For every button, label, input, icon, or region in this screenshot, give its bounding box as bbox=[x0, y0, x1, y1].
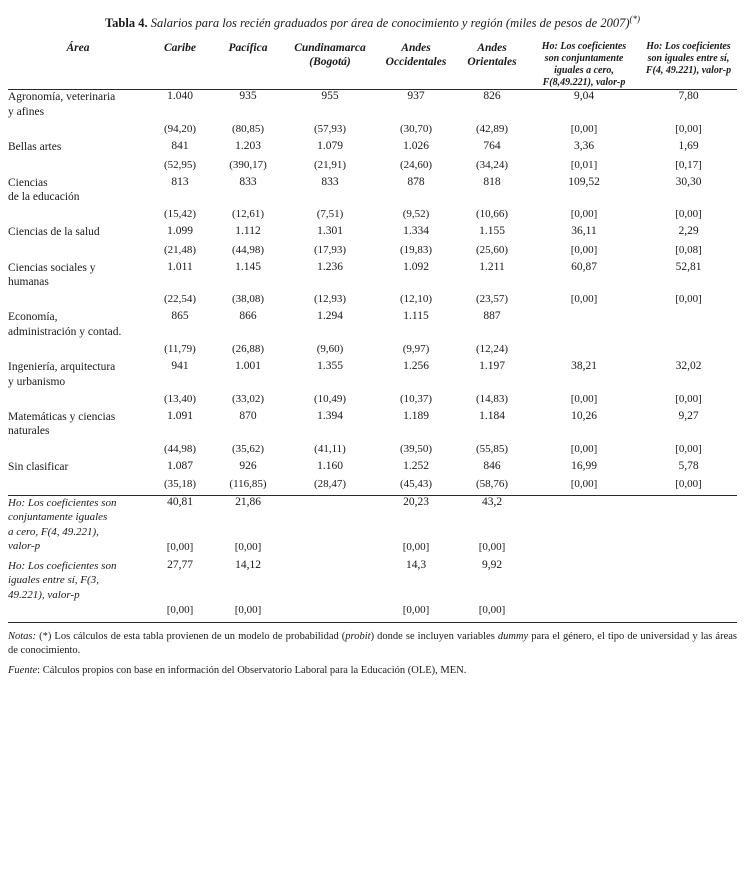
cell-test-cero bbox=[528, 310, 640, 339]
cell-andes-occidentales-se: (39,50) bbox=[399, 442, 433, 455]
table-caption bbox=[8, 14, 737, 31]
cell-caribe: 1.091 bbox=[167, 409, 193, 422]
row-area-label: Agronomía, veterinaria y afines bbox=[8, 90, 148, 119]
cell-test-iguales: 7,80 bbox=[640, 90, 737, 119]
footer-cell-test-cero-p bbox=[528, 539, 640, 559]
cell-andes-occidentales-se: (9,97) bbox=[402, 343, 430, 356]
table-caption-label: Tabla 4. bbox=[104, 16, 148, 31]
table-row-stderr bbox=[8, 289, 737, 310]
cell-test-cero-p: [0,00] bbox=[570, 123, 598, 136]
cell-caribe: 1.011 bbox=[167, 260, 193, 273]
footer-cell-test-iguales-p bbox=[640, 539, 737, 559]
cell-andes-occidentales: 1.334 bbox=[403, 225, 429, 238]
cell-cundinamarca-se: (17,93) bbox=[313, 243, 347, 256]
cell-test-cero: 16,99 bbox=[571, 459, 597, 472]
cell-caribe-se: (94,20) bbox=[163, 123, 197, 136]
cell-test-iguales-p: [0,00] bbox=[675, 392, 702, 405]
footer-cell-test-iguales bbox=[640, 496, 737, 539]
cell-test-iguales: 2,29 bbox=[678, 225, 699, 238]
cell-test-iguales bbox=[640, 310, 737, 339]
cell-test-iguales: 5,78 bbox=[678, 459, 699, 472]
cell-andes-orientales-se: (34,24) bbox=[475, 158, 509, 171]
table-caption-superscript: (*) bbox=[629, 14, 640, 24]
row-area-label-empty bbox=[8, 439, 148, 460]
cell-andes-occidentales: 1.115 bbox=[403, 310, 429, 323]
cell-test-cero: 9,04 bbox=[528, 90, 640, 119]
column-header-andes-orientales: Andes Orientales bbox=[467, 42, 517, 69]
cell-andes-orientales-se: (10,66) bbox=[475, 208, 509, 221]
footer-test-label: Ho: Los coeficientes son conjuntamente iguales a cero, F(4, 49.221), bbox=[8, 496, 148, 539]
cell-test-iguales-p bbox=[640, 339, 737, 360]
row-area-label: Ciencias de la educación bbox=[8, 176, 80, 203]
footer-test-row-pvalues bbox=[8, 602, 737, 623]
footer-cell-andes-occidentales: 20,23 bbox=[376, 496, 456, 539]
cell-andes-occidentales-se: (12,10) bbox=[399, 293, 433, 306]
table-row bbox=[8, 410, 737, 439]
cell-cundinamarca-se: (41,11) bbox=[314, 442, 346, 455]
cell-test-cero: 3,36 bbox=[573, 140, 595, 153]
table-row bbox=[8, 460, 737, 474]
cell-caribe-se: (52,95) bbox=[163, 158, 197, 171]
cell-andes-orientales-se: (55,85) bbox=[475, 442, 509, 455]
row-area-label-empty bbox=[8, 240, 148, 261]
cell-pacifica: 833 bbox=[239, 175, 257, 188]
cell-test-iguales: 1,69 bbox=[678, 140, 699, 153]
table-row-stderr bbox=[8, 204, 737, 225]
row-area-label: Ciencias de la salud bbox=[8, 226, 100, 239]
footer-cell-cundinamarca-p bbox=[284, 539, 376, 559]
cell-andes-occidentales-se: (10,37) bbox=[399, 392, 433, 405]
cell-cundinamarca: 1.160 bbox=[317, 459, 343, 472]
cell-andes-occidentales: 1.256 bbox=[403, 360, 429, 373]
cell-andes-occidentales-se: (24,60) bbox=[399, 158, 433, 171]
row-area-label-empty bbox=[8, 289, 148, 310]
cell-cundinamarca: 1.236 bbox=[317, 260, 343, 273]
cell-pacifica-se: (390,17) bbox=[229, 158, 267, 171]
cell-test-iguales: 32,02 bbox=[675, 360, 702, 373]
table-row bbox=[8, 140, 737, 154]
cell-caribe-se: (22,54) bbox=[163, 293, 197, 306]
note-italic-dummy: dummy bbox=[497, 630, 529, 642]
row-area-label: Ciencias sociales y humanas bbox=[8, 261, 96, 289]
table-row-stderr bbox=[8, 389, 737, 410]
cell-cundinamarca: 1.301 bbox=[317, 225, 343, 238]
cell-pacifica-se: (33,02) bbox=[231, 392, 265, 405]
cell-pacifica-se: (80,85) bbox=[231, 123, 265, 136]
row-area-label: Bellas artes bbox=[8, 141, 62, 154]
cell-pacifica: 1.112 bbox=[235, 225, 261, 238]
table-row-stderr bbox=[8, 339, 737, 360]
footer-cell-cundinamarca-p bbox=[284, 602, 376, 623]
column-header-test-iguales: Ho: Los coeficientes son iguales entre sí, F(4, 49.221), valor-p bbox=[645, 41, 732, 77]
footer-test-label-cont: valor-p bbox=[8, 539, 41, 552]
footer-test-row bbox=[8, 496, 737, 539]
cell-pacifica: 870 bbox=[239, 409, 257, 422]
row-area-label-empty bbox=[8, 119, 148, 140]
footer-test-label-cont bbox=[8, 602, 148, 623]
table-caption-title: Salarios para los recién graduados por área de conocimiento y región (miles de pesos de 2007) bbox=[150, 16, 630, 31]
cell-test-iguales: 30,30 bbox=[675, 175, 702, 188]
row-area-label: Matemáticas y ciencias naturales bbox=[8, 410, 116, 438]
cell-pacifica: 1.203 bbox=[235, 140, 261, 153]
cell-caribe-se: (21,48) bbox=[163, 243, 197, 256]
footer-cell-cundinamarca bbox=[284, 559, 376, 602]
footer-cell-andes-occidentales-p: [0,00] bbox=[402, 540, 430, 553]
footer-cell-cundinamarca bbox=[284, 496, 376, 539]
cell-caribe-se: (44,98) bbox=[163, 442, 197, 455]
cell-caribe: 813 bbox=[171, 175, 189, 188]
footer-cell-andes-orientales: 43,2 bbox=[456, 496, 528, 539]
cell-cundinamarca-se: (12,93) bbox=[313, 293, 347, 306]
cell-pacifica-se: (12,61) bbox=[231, 208, 265, 221]
note-text-2: ) donde se incluyen variables bbox=[370, 630, 498, 642]
cell-andes-occidentales: 1.189 bbox=[403, 409, 429, 422]
cell-cundinamarca-se: (28,47) bbox=[313, 478, 347, 491]
cell-cundinamarca-se: (57,93) bbox=[313, 123, 347, 136]
cell-andes-orientales: 887 bbox=[483, 310, 501, 323]
cell-test-cero: 10,26 bbox=[571, 409, 597, 422]
cell-cundinamarca: 1.355 bbox=[317, 360, 343, 373]
footer-test-label: Ho: Los coeficientes son iguales entre sí, F(3, 49.221), valor-p bbox=[8, 559, 117, 601]
cell-test-iguales-p: [0,17] bbox=[675, 158, 702, 171]
footer-cell-andes-occidentales: 14,3 bbox=[405, 558, 427, 571]
cell-test-cero-p: [0,00] bbox=[570, 293, 598, 306]
note-text-3: para el género, el tipo de universidad y las áreas de conocimiento. bbox=[8, 630, 737, 656]
source-text: : Cálculos propios con base en información del Observatorio Laboral para la Educación (OLE), MEN. bbox=[37, 665, 467, 677]
column-header-cundinamarca: Cundinamarca (Bogotá) bbox=[294, 42, 366, 69]
table-row-stderr bbox=[8, 240, 737, 261]
table-row-stderr bbox=[8, 474, 737, 496]
cell-andes-occidentales: 1.092 bbox=[403, 260, 429, 273]
table-row bbox=[8, 310, 737, 339]
footer-cell-caribe: 40,81 bbox=[148, 496, 212, 539]
cell-test-iguales: 9,27 bbox=[678, 409, 699, 422]
footer-cell-test-cero bbox=[528, 559, 640, 602]
table-notes bbox=[8, 630, 737, 679]
cell-test-cero-p: [0,00] bbox=[570, 392, 598, 405]
cell-pacifica-se: (116,85) bbox=[229, 478, 267, 491]
table-row bbox=[8, 225, 737, 239]
cell-test-cero-p: [0,00] bbox=[570, 243, 598, 256]
table-row-stderr bbox=[8, 155, 737, 176]
column-header-pacifica: Pacífica bbox=[228, 42, 268, 55]
footer-cell-pacifica: 14,12 bbox=[235, 558, 261, 571]
cell-andes-orientales: 764 bbox=[483, 140, 501, 153]
table-row bbox=[8, 176, 737, 205]
cell-andes-orientales-se: (25,60) bbox=[475, 243, 509, 256]
table-row-stderr bbox=[8, 119, 737, 140]
column-header-caribe: Caribe bbox=[164, 42, 196, 55]
cell-cundinamarca: 1.294 bbox=[317, 310, 343, 323]
cell-cundinamarca: 1.394 bbox=[317, 409, 343, 422]
cell-test-cero-p: [0,00] bbox=[570, 478, 598, 491]
cell-caribe-se: (15,42) bbox=[163, 208, 197, 221]
notes-lead: Notas: bbox=[8, 630, 37, 642]
table-body bbox=[8, 90, 737, 622]
table-row-stderr bbox=[8, 439, 737, 460]
table-header-row bbox=[8, 41, 737, 90]
cell-cundinamarca-se: (7,51) bbox=[316, 208, 344, 221]
source-lead: Fuente bbox=[8, 665, 38, 677]
cell-pacifica-se: (38,08) bbox=[231, 293, 265, 306]
cell-pacifica-se: (26,88) bbox=[231, 343, 265, 356]
cell-pacifica-se: (35,62) bbox=[231, 442, 265, 455]
row-area-label: Ingeniería, arquitectura y urbanismo bbox=[8, 361, 116, 388]
cell-caribe-se: (13,40) bbox=[163, 392, 197, 405]
footer-cell-test-cero bbox=[528, 496, 640, 539]
footer-cell-test-cero-p bbox=[528, 602, 640, 623]
row-area-label-empty bbox=[8, 204, 148, 225]
cell-andes-orientales-se: (58,76) bbox=[475, 478, 509, 491]
cell-pacifica: 866 bbox=[239, 310, 257, 323]
note-italic-probit: probit bbox=[345, 630, 371, 642]
row-area-label: Sin clasificar bbox=[8, 460, 69, 473]
cell-pacifica: 935 bbox=[212, 90, 284, 119]
footer-cell-andes-orientales-p: [0,00] bbox=[456, 602, 528, 623]
cell-andes-orientales: 1.197 bbox=[479, 360, 505, 373]
source-line bbox=[8, 664, 737, 678]
cell-andes-occidentales-se: (45,43) bbox=[399, 478, 433, 491]
cell-pacifica: 1.145 bbox=[235, 260, 261, 273]
cell-andes-occidentales: 1.026 bbox=[403, 140, 429, 153]
row-area-label-empty bbox=[8, 155, 148, 176]
row-area-label-empty bbox=[8, 474, 148, 496]
table-header bbox=[8, 41, 737, 90]
row-area-label-empty bbox=[8, 389, 148, 410]
cell-pacifica-se: (44,98) bbox=[231, 243, 265, 256]
table-row bbox=[8, 261, 737, 290]
cell-caribe: 1.099 bbox=[167, 225, 193, 238]
footer-test-row bbox=[8, 559, 737, 602]
footer-cell-pacifica-p: [0,00] bbox=[234, 540, 262, 553]
cell-caribe-se: (11,79) bbox=[164, 343, 196, 356]
cell-pacifica: 1.001 bbox=[235, 360, 261, 373]
cell-test-cero-p bbox=[528, 339, 640, 360]
cell-test-cero: 109,52 bbox=[568, 175, 600, 188]
cell-andes-occidentales-se: (30,70) bbox=[399, 123, 433, 136]
row-area-label-empty bbox=[8, 339, 148, 360]
row-area-label: Economía, administración y contad. bbox=[8, 311, 122, 338]
cell-andes-orientales-se: (12,24) bbox=[475, 343, 509, 356]
cell-andes-occidentales-se: (9,52) bbox=[402, 208, 430, 221]
cell-test-cero: 60,87 bbox=[571, 260, 597, 273]
cell-test-iguales-p: [0,00] bbox=[675, 293, 702, 306]
cell-caribe-se: (35,18) bbox=[163, 478, 197, 491]
cell-cundinamarca-se: (9,60) bbox=[316, 343, 344, 356]
column-header-andes-occidentales: Andes Occidentales bbox=[385, 42, 447, 69]
footer-cell-caribe: 27,77 bbox=[167, 558, 193, 571]
cell-test-iguales-p: [0,00] bbox=[675, 442, 702, 455]
cell-test-iguales-p: [0,00] bbox=[675, 123, 702, 136]
cell-andes-occidentales: 878 bbox=[407, 175, 425, 188]
footer-cell-pacifica-p: [0,00] bbox=[212, 602, 284, 623]
table-row bbox=[8, 90, 737, 119]
cell-andes-orientales: 846 bbox=[483, 459, 501, 472]
cell-andes-occidentales: 937 bbox=[376, 90, 456, 119]
cell-test-cero: 38,21 bbox=[571, 360, 597, 373]
salaries-table bbox=[8, 41, 737, 622]
cell-cundinamarca: 955 bbox=[284, 90, 376, 119]
cell-cundinamarca-se: (10,49) bbox=[313, 392, 347, 405]
cell-test-iguales: 52,81 bbox=[675, 260, 702, 273]
cell-andes-orientales-se: (42,89) bbox=[475, 123, 509, 136]
cell-andes-orientales: 1.211 bbox=[479, 260, 505, 273]
cell-test-cero-p: [0,01] bbox=[570, 158, 598, 171]
cell-test-cero-p: [0,00] bbox=[570, 208, 598, 221]
table-row bbox=[8, 360, 737, 389]
cell-andes-orientales: 818 bbox=[483, 175, 501, 188]
cell-test-iguales-p: [0,00] bbox=[675, 478, 702, 491]
cell-pacifica: 926 bbox=[239, 459, 257, 472]
cell-caribe: 941 bbox=[171, 360, 189, 373]
cell-test-iguales-p: [0,08] bbox=[675, 243, 702, 256]
cell-andes-orientales: 1.155 bbox=[479, 225, 505, 238]
cell-cundinamarca: 1.079 bbox=[317, 140, 343, 153]
cell-andes-orientales: 1.184 bbox=[479, 409, 505, 422]
cell-cundinamarca-se: (21,91) bbox=[313, 158, 347, 171]
note-line bbox=[8, 630, 737, 658]
cell-andes-orientales: 826 bbox=[456, 90, 528, 119]
footer-cell-andes-occidentales-p: [0,00] bbox=[376, 602, 456, 623]
cell-cundinamarca: 833 bbox=[321, 175, 339, 188]
footer-cell-test-iguales-p bbox=[640, 602, 737, 623]
cell-caribe: 1.087 bbox=[167, 459, 193, 472]
cell-caribe: 1.040 bbox=[148, 90, 212, 119]
cell-andes-orientales-se: (14,83) bbox=[475, 392, 509, 405]
footer-cell-pacifica: 21,86 bbox=[212, 496, 284, 539]
note-text-1: (*) Los cálculos de esta tabla provienen de un modelo de probabilidad ( bbox=[39, 630, 346, 642]
cell-test-cero: 36,11 bbox=[571, 225, 597, 238]
cell-test-cero-p: [0,00] bbox=[570, 442, 598, 455]
footer-cell-andes-orientales-p: [0,00] bbox=[478, 540, 506, 553]
cell-caribe: 865 bbox=[171, 310, 189, 323]
cell-test-iguales-p: [0,00] bbox=[675, 208, 702, 221]
footer-test-row-pvalues bbox=[8, 539, 737, 559]
footer-cell-caribe-p: [0,00] bbox=[166, 540, 194, 553]
footer-cell-test-iguales bbox=[640, 559, 737, 602]
column-header-test-cero: Ho: Los coeficientes son conjuntamente iguales a cero, F(8,49.221), valor-p bbox=[541, 41, 627, 89]
cell-andes-occidentales: 1.252 bbox=[403, 459, 429, 472]
cell-andes-occidentales-se: (19,83) bbox=[399, 243, 433, 256]
cell-caribe: 841 bbox=[171, 140, 189, 153]
footer-cell-caribe-p: [0,00] bbox=[148, 602, 212, 623]
footer-cell-andes-orientales: 9,92 bbox=[481, 558, 503, 571]
column-header-area: Área bbox=[66, 42, 90, 55]
cell-andes-orientales-se: (23,57) bbox=[475, 293, 509, 306]
